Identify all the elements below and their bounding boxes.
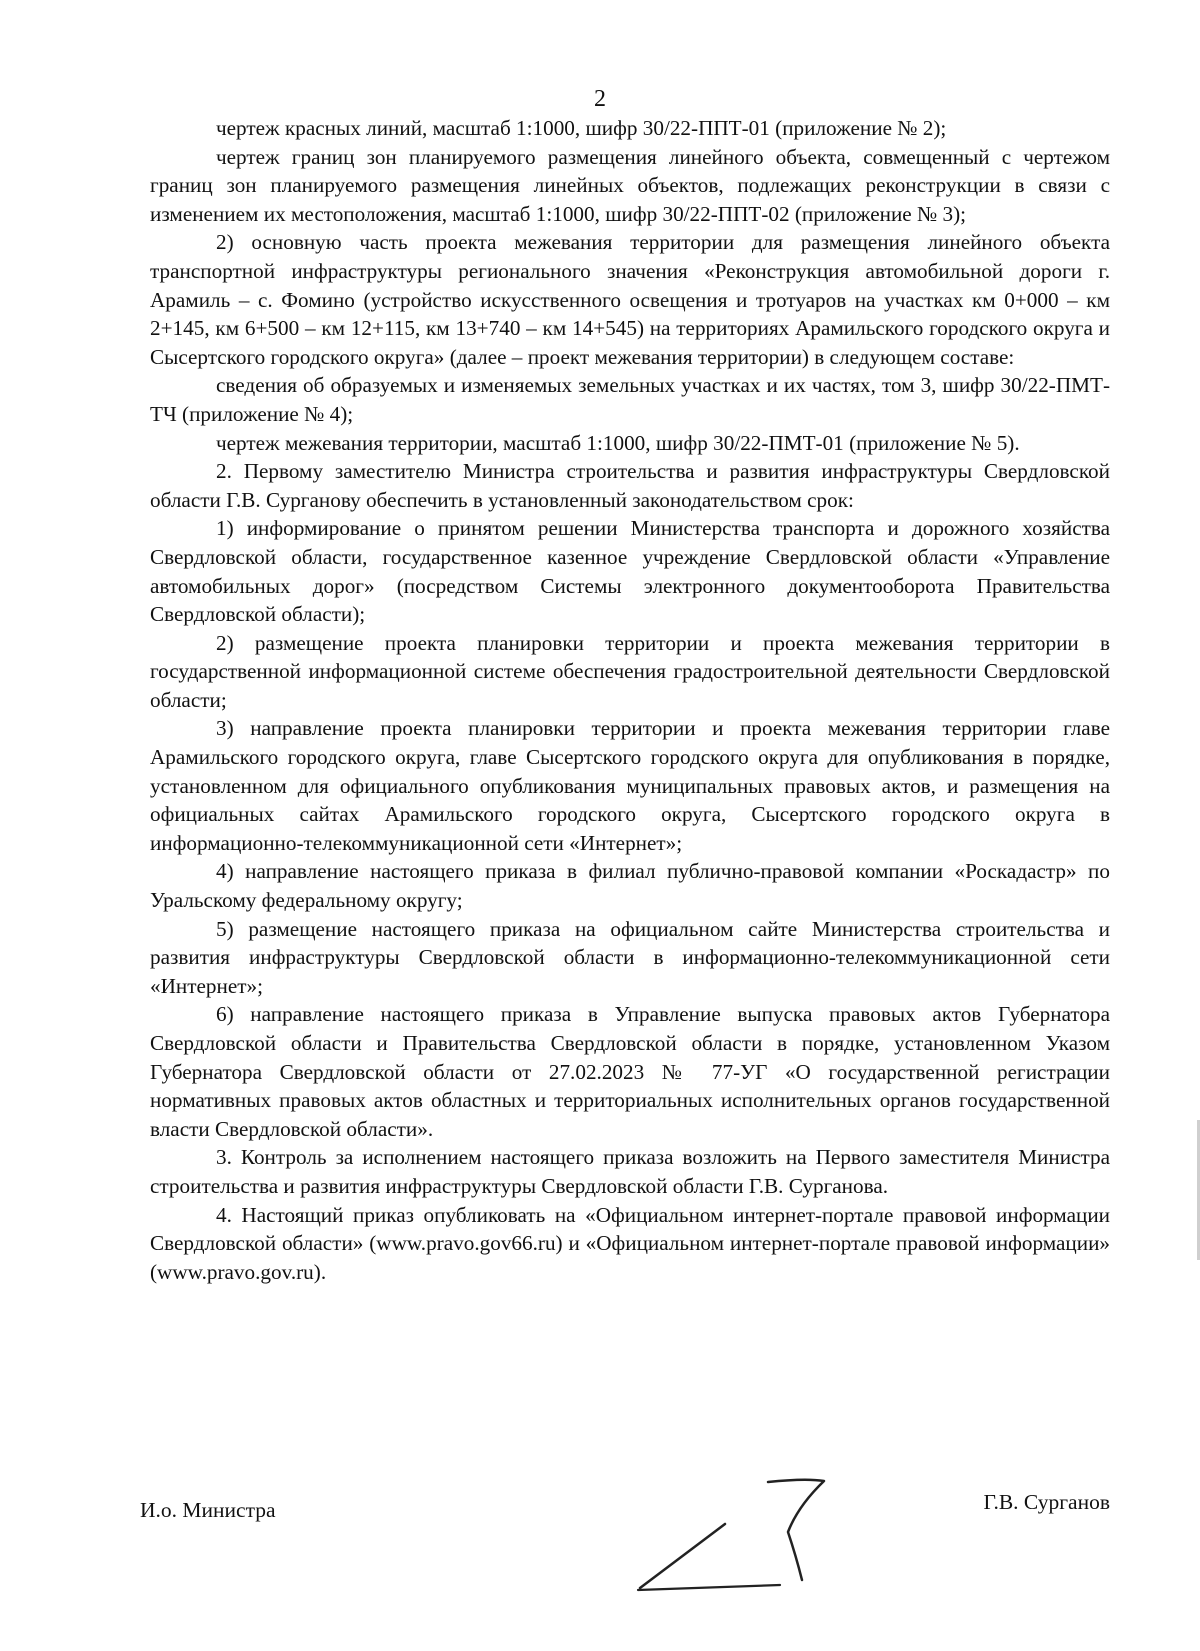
paragraph-item-4: 4) направление настоящего приказа в филиал публично-правовой компании «Роскадастр» по Уральскому федеральному округу; <box>150 859 1110 913</box>
paragraph-section-2: 2. Первому заместителю Министра строительства и развития инфраструктуры Свердловской области Г.В. Сурганову обеспечить в установленный законодательством срок: <box>150 459 1110 512</box>
signature-block <box>140 1490 1110 1626</box>
signatory-position: И.о. Министра <box>140 1498 276 1522</box>
paragraph-survey-drawing: чертеж межевания территории, масштаб 1:1000, шифр 30/22-ПМТ-01 (приложение № 5). <box>216 430 1020 455</box>
paragraph-land-plots-info: сведения об образуемых и изменяемых земельных участках и их частях, том 3, шифр 30/22-ПМТ-ТЧ (приложение № 4); <box>150 373 1110 426</box>
paragraph-item-2: 2) размещение проекта планировки территории и проекта межевания территории в государственной информационной системе обеспечения градостроительной деятельности Свердловской области; <box>150 630 1110 712</box>
paragraph-item-1: 1) информирование о принятом решении Министерства транспорта и дорожного хозяйства Свердловской области, государственное казенное учреждение Свердловской области «Управление автомобильных дорог» (посредством Системы электронного документооборота Правительства Свердловской области); <box>150 516 1110 627</box>
paragraph-item-6: 6) направление настоящего приказа в Управление выпуска правовых актов Губернатора Свердловской области и Правительства Свердловской области в порядке, установленном Указом Губернатора Свердловской области от 27.02.2023 № 77-УГ «О государственной регистрации нормативных правовых актов областных и территориальных исполнительных органов государственной власти Свердловской области». <box>150 1002 1110 1141</box>
signatory-name: Г.В. Сурганов <box>983 1490 1110 1514</box>
paragraph-section-4: 4. Настоящий приказ опубликовать на «Официальном интернет-портале правовой информации Свердловской области» (www.pravo.gov66.ru) и «Официальном интернет-портале правовой информации» (www.pravo.gov.ru). <box>150 1202 1110 1284</box>
paragraph-section-3: 3. Контроль за исполнением настоящего приказа возложить на Первого заместителя Министра строительства и развития инфраструктуры Свердловской области Г.В. Сурганова. <box>150 1145 1110 1198</box>
paragraph-land-survey-main-part: 2) основную часть проекта межевания территории для размещения линейного объекта транспортной инфраструктуры регионального значения «Реконструкция автомобильной дороги г. Арамиль – с. Фомино (устройство искусственного освещения и тротуаров на участках км 0+000 – км 2+145, км 6+500 – км 12+115, км 13+740 – км 14+545) на территориях Арамильского городского округа и Сысертского городского округа» (далее – проект межевания территории) в следующем составе: <box>150 230 1110 369</box>
paragraph-red-lines-drawing: чертеж красных линий, масштаб 1:1000, шифр 30/22-ППТ-01 (приложение № 2); <box>216 116 947 140</box>
page-number: 2 <box>594 86 606 112</box>
paragraph-item-3: 3) направление проекта планировки территории и проекта межевания территории главе Арамильского городского округа, главе Сысертского городского округа для опубликования в порядке, установленном для официального опубликования муниципальных правовых актов, и размещения на официальных сайтах Арамильского городского округа, Сысертского городского округа в информационно-телекоммуникационной сети «Интернет»; <box>150 716 1110 855</box>
handwritten-signature <box>630 1476 860 1601</box>
document-body <box>150 114 1110 1286</box>
paragraph-item-5: 5) размещение настоящего приказа на официальном сайте Министерства строительства и развития инфраструктуры Свердловской области в информационно-телекоммуникационной сети «Интернет»; <box>150 916 1110 998</box>
paragraph-zones-drawing: чертеж границ зон планируемого размещения линейного объекта, совмещенный с чертежом границ зон планируемого размещения линейных объектов, подлежащих реконструкции в связи с изменением их местоположения, масштаб 1:1000, шифр 30/22-ППТ-02 (приложение № 3); <box>150 144 1110 226</box>
